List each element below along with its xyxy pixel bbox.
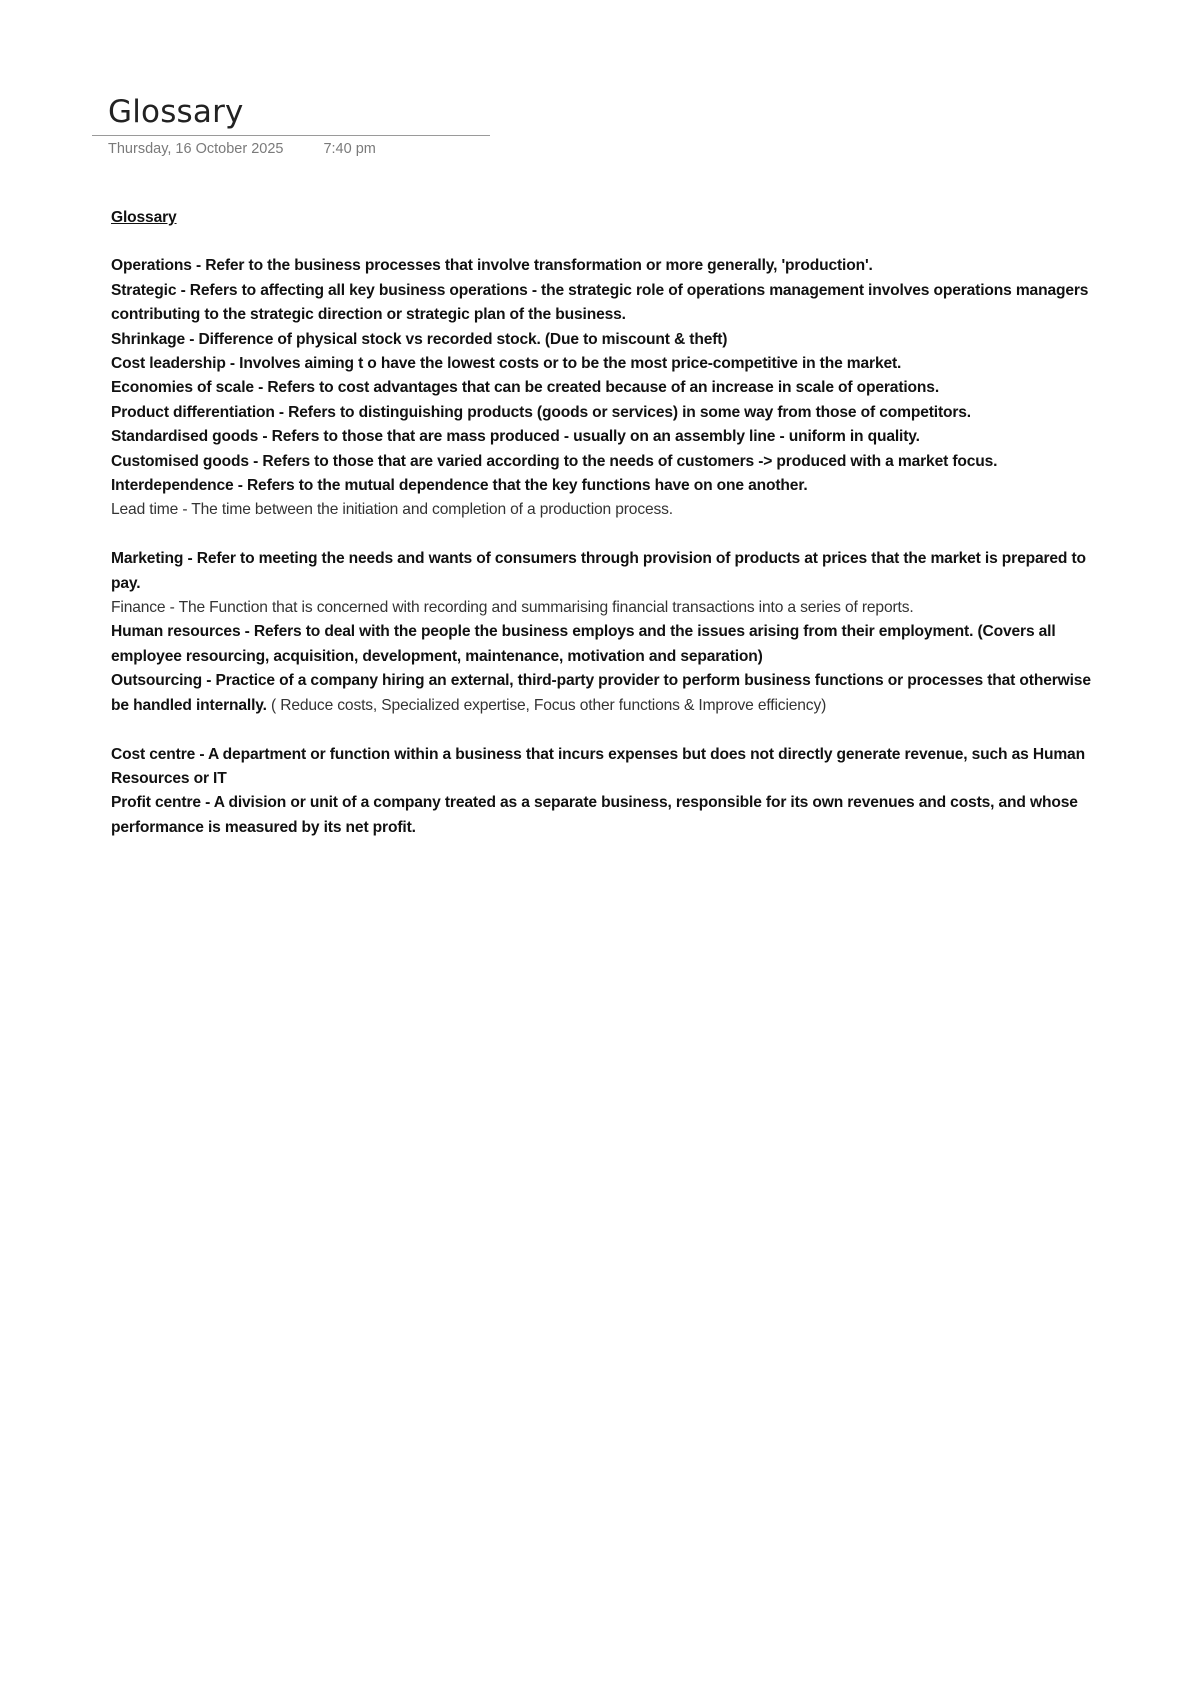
glossary-definition: - Difference of physical stock vs recorded stock. (Due to miscount & theft) xyxy=(185,330,728,348)
glossary-term: Cost leadership xyxy=(111,355,226,373)
glossary-definition: - Refers to cost advantages that can be created because of an increase in scale of operations. xyxy=(253,379,940,397)
glossary-definition: - Refers to distinguishing products (goods or services) in some way from those of competitors. xyxy=(274,403,971,421)
note-time: 7:40 pm xyxy=(323,141,376,157)
glossary-definition: - Refers to those that are mass produced - usually on an assembly line - uniform in quality. xyxy=(258,428,920,446)
glossary-term: Economies of scale xyxy=(111,379,254,397)
glossary-definition: - Refer to the business processes that involve transformation or more generally, 'production'. xyxy=(191,257,873,275)
glossary-entry-economies-of-scale xyxy=(111,376,1111,400)
glossary-entry-product-differentiation xyxy=(111,401,1111,425)
glossary-entry-interdependence xyxy=(111,474,1111,498)
glossary-entry-cost-leadership xyxy=(111,352,1111,376)
glossary-entry-cost-centre xyxy=(111,743,1111,792)
glossary-term: Operations xyxy=(111,257,192,275)
glossary-definition: - Refers to the mutual dependence that the key functions have on one another. xyxy=(233,477,808,495)
glossary-entry-finance xyxy=(111,596,1111,620)
note-date: Thursday, 16 October 2025 xyxy=(108,141,284,157)
glossary-term: Lead time xyxy=(111,501,179,519)
paragraph-spacer xyxy=(111,718,1111,742)
glossary-entry-operations xyxy=(111,254,1111,278)
page-title: Glossary xyxy=(108,94,244,130)
glossary-definition-note: ( Reduce costs, Specialized expertise, Focus other functions & Improve efficiency) xyxy=(266,696,827,714)
glossary-definition: - The time between the initiation and completion of a production process. xyxy=(178,501,673,519)
glossary-definition: - The Function that is concerned with recording and summarising financial transactions into a series of reports. xyxy=(165,599,914,617)
glossary-definition: - Refer to meeting the needs and wants of consumers through provision of products at prices that the market is prepared to pay. xyxy=(111,550,1086,592)
glossary-term: Interdependence xyxy=(111,477,234,495)
glossary-definition: - Practice of a company hiring an external, third-party provider to perform business functions or processes that otherwise be handled internally. xyxy=(111,672,1091,714)
note-header xyxy=(92,92,490,159)
paragraph-spacer xyxy=(111,523,1111,547)
glossary-entry-shrinkage xyxy=(111,328,1111,352)
glossary-term: Standardised goods xyxy=(111,428,259,446)
glossary-entry-standardised-goods xyxy=(111,425,1111,449)
glossary-term: Human resources xyxy=(111,623,241,641)
glossary-definition: - Refers to deal with the people the business employs and the issues arising from their employment. (Covers all employee resourcing, acquisition, development, maintenance, motivation and separation) xyxy=(111,623,1056,665)
glossary-term: Product differentiation xyxy=(111,403,275,421)
glossary-definition: - A department or function within a business that incurs expenses but does not directly generate revenue, such as Human Resources or IT xyxy=(111,745,1085,787)
glossary-term: Shrinkage xyxy=(111,330,186,348)
glossary-entry-marketing xyxy=(111,547,1111,596)
glossary-entry-human-resources xyxy=(111,620,1111,669)
glossary-term: Finance xyxy=(111,599,166,617)
glossary-term: Strategic xyxy=(111,281,177,299)
glossary-entry-lead-time xyxy=(111,498,1111,522)
glossary-definition: - A division or unit of a company treated as a separate business, responsible for its own revenues and costs, and whose performance is measured by its net profit. xyxy=(111,794,1078,836)
glossary-entry-profit-centre xyxy=(111,791,1111,840)
glossary-term: Cost centre xyxy=(111,745,196,763)
note-body xyxy=(111,206,1111,840)
glossary-term: Profit centre xyxy=(111,794,201,812)
title-divider xyxy=(92,135,490,136)
glossary-entry-customised-goods xyxy=(111,450,1111,474)
glossary-definition: - Involves aiming t o have the lowest costs or to be the most price-competitive in the market. xyxy=(225,355,902,373)
note-timestamp xyxy=(108,139,490,159)
glossary-definition: - Refers to affecting all key business operations - the strategic role of operations management involves operations managers contributing to the strategic direction or strategic plan of the business. xyxy=(111,281,1089,324)
glossary-definition: - Refers to those that are varied according to the needs of customers -> produced with a market focus. xyxy=(248,452,998,470)
glossary-entry-strategic xyxy=(111,279,1111,328)
glossary-term: Customised goods xyxy=(111,452,249,470)
section-heading: Glossary xyxy=(111,209,177,226)
glossary-term: Marketing xyxy=(111,550,184,568)
glossary-entry-outsourcing xyxy=(111,669,1111,718)
glossary-term: Outsourcing xyxy=(111,672,203,690)
